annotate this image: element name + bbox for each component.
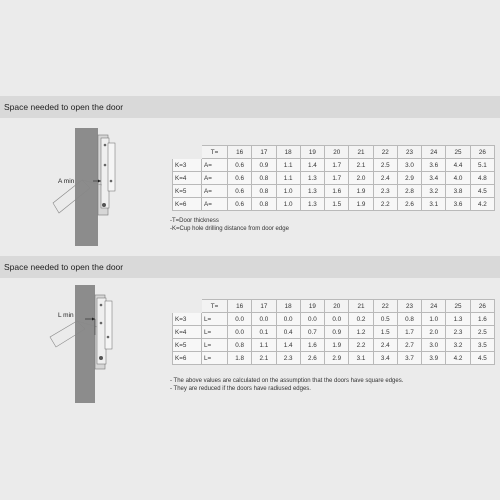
table-cell: 2.3: [276, 352, 300, 365]
table-cell: 1.8: [228, 352, 252, 365]
table-cell: 2.5: [373, 159, 397, 172]
table-cell: 2.0: [422, 326, 446, 339]
table-cell: 1.6: [325, 185, 349, 198]
table-cell: K=5: [173, 339, 202, 352]
header-cell: 18: [276, 300, 300, 313]
header-cell: 26: [470, 146, 494, 159]
table-cell: 0.8: [252, 172, 276, 185]
table-cell: 2.9: [397, 172, 421, 185]
table-cell: K=4: [173, 326, 202, 339]
table-cell: A=: [202, 159, 228, 172]
table-row: [173, 198, 495, 211]
table-cell: L=: [202, 352, 228, 365]
header-cell: 25: [446, 300, 470, 313]
table-cell: 0.5: [373, 313, 397, 326]
table-cell: 2.8: [397, 185, 421, 198]
header-cell: 16: [228, 300, 252, 313]
table-cell: 3.4: [373, 352, 397, 365]
header-cell: 23: [397, 146, 421, 159]
table-cell: 1.2: [349, 326, 373, 339]
table-cell: 5.1: [470, 159, 494, 172]
table-cell: 3.1: [349, 352, 373, 365]
table-cell: 0.0: [228, 313, 252, 326]
table-header-row: [173, 146, 495, 159]
hinge-diagram-a-min: [45, 125, 135, 250]
table-cell: 3.6: [422, 159, 446, 172]
table-cell: 0.2: [349, 313, 373, 326]
table-row: [173, 326, 495, 339]
header-cell: 21: [349, 146, 373, 159]
table-cell: 2.0: [349, 172, 373, 185]
table-cell: L=: [202, 326, 228, 339]
table-cell: 2.4: [373, 339, 397, 352]
table-cell: 0.0: [228, 326, 252, 339]
table-cell: 1.1: [252, 339, 276, 352]
table-cell: 0.4: [276, 326, 300, 339]
table-cell: 4.8: [470, 172, 494, 185]
table-cell: 1.9: [349, 185, 373, 198]
table-cell: 2.5: [470, 326, 494, 339]
table-cell: 3.1: [422, 198, 446, 211]
table-cell: 0.0: [252, 313, 276, 326]
table-cell: 2.2: [373, 198, 397, 211]
table-cell: A=: [202, 172, 228, 185]
table-cell: 1.1: [276, 172, 300, 185]
table-cell: 2.1: [252, 352, 276, 365]
table-cell: 1.4: [276, 339, 300, 352]
header-cell: [173, 146, 202, 159]
a-min-table: [172, 145, 495, 211]
l-min-table: [172, 299, 495, 365]
table-cell: K=6: [173, 352, 202, 365]
header-cell: 25: [446, 146, 470, 159]
header-cell: 18: [276, 146, 300, 159]
table-cell: 1.1: [276, 159, 300, 172]
table-cell: 3.2: [446, 339, 470, 352]
table-cell: 4.5: [470, 185, 494, 198]
table-cell: K=4: [173, 172, 202, 185]
table-cell: 2.3: [446, 326, 470, 339]
table-cell: L=: [202, 313, 228, 326]
table-cell: 0.8: [252, 198, 276, 211]
table-cell: 1.6: [470, 313, 494, 326]
table-cell: 0.1: [252, 326, 276, 339]
notes-section2: [170, 378, 403, 393]
header-cell: 22: [373, 146, 397, 159]
header-cell: 17: [252, 146, 276, 159]
table-cell: 1.3: [300, 172, 324, 185]
table-cell: 1.7: [325, 172, 349, 185]
table-cell: 0.8: [252, 185, 276, 198]
table-cell: 3.2: [422, 185, 446, 198]
table-row: [173, 185, 495, 198]
table-cell: 1.3: [446, 313, 470, 326]
section2-title: Space needed to open the door: [0, 256, 500, 278]
table-cell: L=: [202, 339, 228, 352]
header-cell: 16: [228, 146, 252, 159]
table-cell: 2.7: [397, 339, 421, 352]
table-cell: 1.5: [373, 326, 397, 339]
table-row: [173, 159, 495, 172]
table-cell: 0.0: [276, 313, 300, 326]
table-cell: 1.9: [325, 339, 349, 352]
table-cell: 2.6: [397, 198, 421, 211]
table-cell: 1.0: [422, 313, 446, 326]
table-cell: 3.7: [397, 352, 421, 365]
table-cell: 3.0: [397, 159, 421, 172]
table-cell: 1.3: [300, 185, 324, 198]
table-cell: 1.4: [300, 159, 324, 172]
table-cell: 2.1: [349, 159, 373, 172]
header-cell: [173, 300, 202, 313]
table-cell: K=3: [173, 313, 202, 326]
table-row: [173, 172, 495, 185]
table-cell: 0.9: [252, 159, 276, 172]
note-line: - The above values are calculated on the assumption that the doors have square edges.: [170, 378, 404, 384]
table-cell: 0.6: [228, 185, 252, 198]
header-cell: 24: [422, 300, 446, 313]
table-cell: 2.4: [373, 172, 397, 185]
table-cell: 0.6: [228, 172, 252, 185]
table-cell: 0.7: [300, 326, 324, 339]
table-cell: 4.0: [446, 172, 470, 185]
l-min-label: L min: [58, 312, 74, 319]
table-cell: 0.6: [228, 198, 252, 211]
table-cell: 3.4: [422, 172, 446, 185]
table-cell: 3.9: [422, 352, 446, 365]
table-cell: 0.8: [397, 313, 421, 326]
table-cell: 0.6: [228, 159, 252, 172]
table-row: [173, 352, 495, 365]
table-cell: 2.9: [325, 352, 349, 365]
table-cell: A=: [202, 185, 228, 198]
table-cell: 2.6: [300, 352, 324, 365]
hinge-diagram-l-min: [45, 283, 135, 408]
header-cell: 23: [397, 300, 421, 313]
table-cell: 1.0: [276, 198, 300, 211]
table-cell: A=: [202, 198, 228, 211]
table-cell: 1.5: [325, 198, 349, 211]
table-cell: 1.7: [325, 159, 349, 172]
note-line: -T=Door thickness: [170, 218, 219, 224]
table-cell: 4.4: [446, 159, 470, 172]
table-cell: 4.2: [446, 352, 470, 365]
table-cell: K=3: [173, 159, 202, 172]
table-header-row: [173, 300, 495, 313]
table-cell: 1.6: [300, 339, 324, 352]
table-cell: 0.8: [228, 339, 252, 352]
table-cell: 0.0: [325, 313, 349, 326]
table-cell: 4.5: [470, 352, 494, 365]
a-min-label: A min: [58, 178, 75, 185]
header-cell: 20: [325, 300, 349, 313]
table-cell: 2.3: [373, 185, 397, 198]
header-cell: T=: [202, 300, 228, 313]
section1-title: Space needed to open the door: [0, 96, 500, 118]
header-cell: T=: [202, 146, 228, 159]
table-cell: 4.2: [470, 198, 494, 211]
table-cell: K=5: [173, 185, 202, 198]
table-cell: 3.6: [446, 198, 470, 211]
notes-section1: [170, 218, 289, 233]
table-cell: 3.5: [470, 339, 494, 352]
note-line: - They are reduced if the doors have radiused edges.: [170, 385, 311, 392]
header-cell: 26: [470, 300, 494, 313]
table-cell: 1.9: [349, 198, 373, 211]
table-cell: 0.9: [325, 326, 349, 339]
header-cell: 24: [422, 146, 446, 159]
header-cell: 20: [325, 146, 349, 159]
table-row: [173, 339, 495, 352]
header-cell: 21: [349, 300, 373, 313]
note-line: -K=Cup hole drilling distance from door edge: [170, 225, 289, 232]
table-cell: 1.7: [397, 326, 421, 339]
table-cell: 3.8: [446, 185, 470, 198]
table-row: [173, 313, 495, 326]
header-cell: 22: [373, 300, 397, 313]
header-cell: 19: [300, 146, 324, 159]
table-cell: 1.3: [300, 198, 324, 211]
table-cell: 1.0: [276, 185, 300, 198]
header-cell: 17: [252, 300, 276, 313]
table-cell: 2.2: [349, 339, 373, 352]
header-cell: 19: [300, 300, 324, 313]
table-cell: 0.0: [300, 313, 324, 326]
table-cell: 3.0: [422, 339, 446, 352]
table-cell: K=6: [173, 198, 202, 211]
